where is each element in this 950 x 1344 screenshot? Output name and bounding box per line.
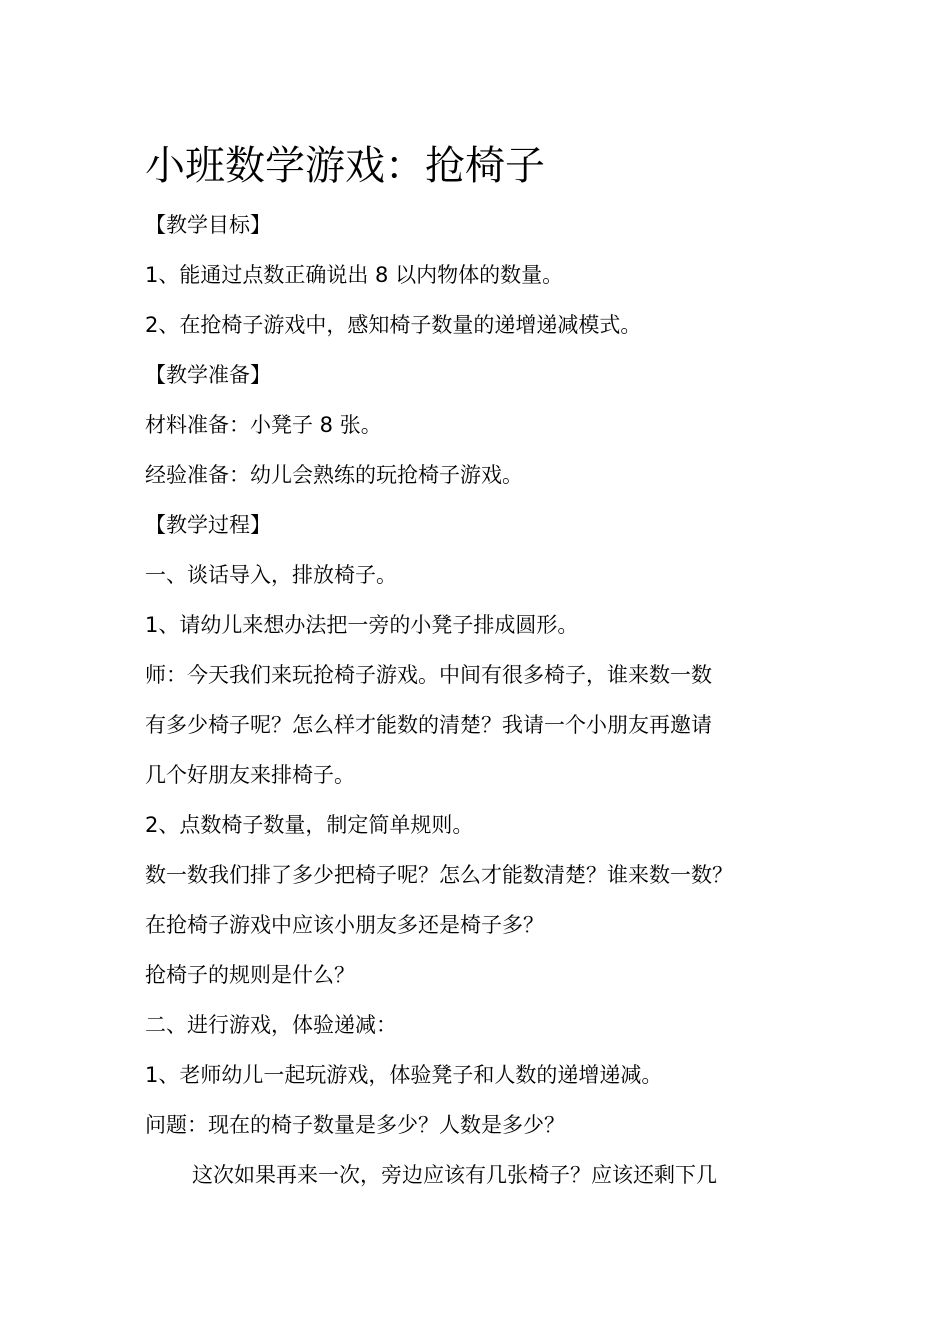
paragraph: 数一数我们排了多少把椅子呢？怎么才能数清楚？谁来数一数？ (145, 863, 733, 887)
paragraph: 一、谈话导入，排放椅子。 (145, 563, 397, 587)
paragraph: 2、点数椅子数量，制定简单规则。 (145, 813, 474, 837)
paragraph: 问题：现在的椅子数量是多少？人数是多少？ (145, 1113, 565, 1137)
paragraph: 这次如果再来一次，旁边应该有几张椅子？应该还剩下几 (192, 1163, 717, 1187)
paragraph: 经验准备：幼儿会熟练的玩抢椅子游戏。 (145, 463, 523, 487)
paragraph: 【教学目标】 (145, 213, 271, 237)
paragraph: 几个好朋友来排椅子。 (145, 763, 355, 787)
paragraph: 材料准备：小凳子 8 张。 (145, 413, 382, 437)
paragraph: 有多少椅子呢？怎么样才能数的清楚？我请一个小朋友再邀请 (145, 713, 712, 737)
paragraph: 【教学过程】 (145, 513, 271, 537)
paragraph: 1、老师幼儿一起玩游戏，体验凳子和人数的递增递减。 (145, 1063, 663, 1087)
paragraph: 在抢椅子游戏中应该小朋友多还是椅子多？ (145, 913, 544, 937)
paragraph: 1、能通过点数正确说出 8 以内物体的数量。 (145, 263, 564, 287)
document-body (145, 200, 815, 1200)
paragraph: 【教学准备】 (145, 363, 271, 387)
paragraph: 师：今天我们来玩抢椅子游戏。中间有很多椅子，谁来数一数 (145, 663, 712, 687)
paragraph: 二、进行游戏，体验递减： (145, 1013, 397, 1037)
paragraph: 2、在抢椅子游戏中，感知椅子数量的递增递减模式。 (145, 313, 642, 337)
paragraph: 抢椅子的规则是什么？ (145, 963, 355, 987)
document-page (145, 140, 815, 1200)
document-title: 小班数学游戏：抢椅子 (145, 143, 545, 189)
paragraph: 1、请幼儿来想办法把一旁的小凳子排成圆形。 (145, 613, 579, 637)
